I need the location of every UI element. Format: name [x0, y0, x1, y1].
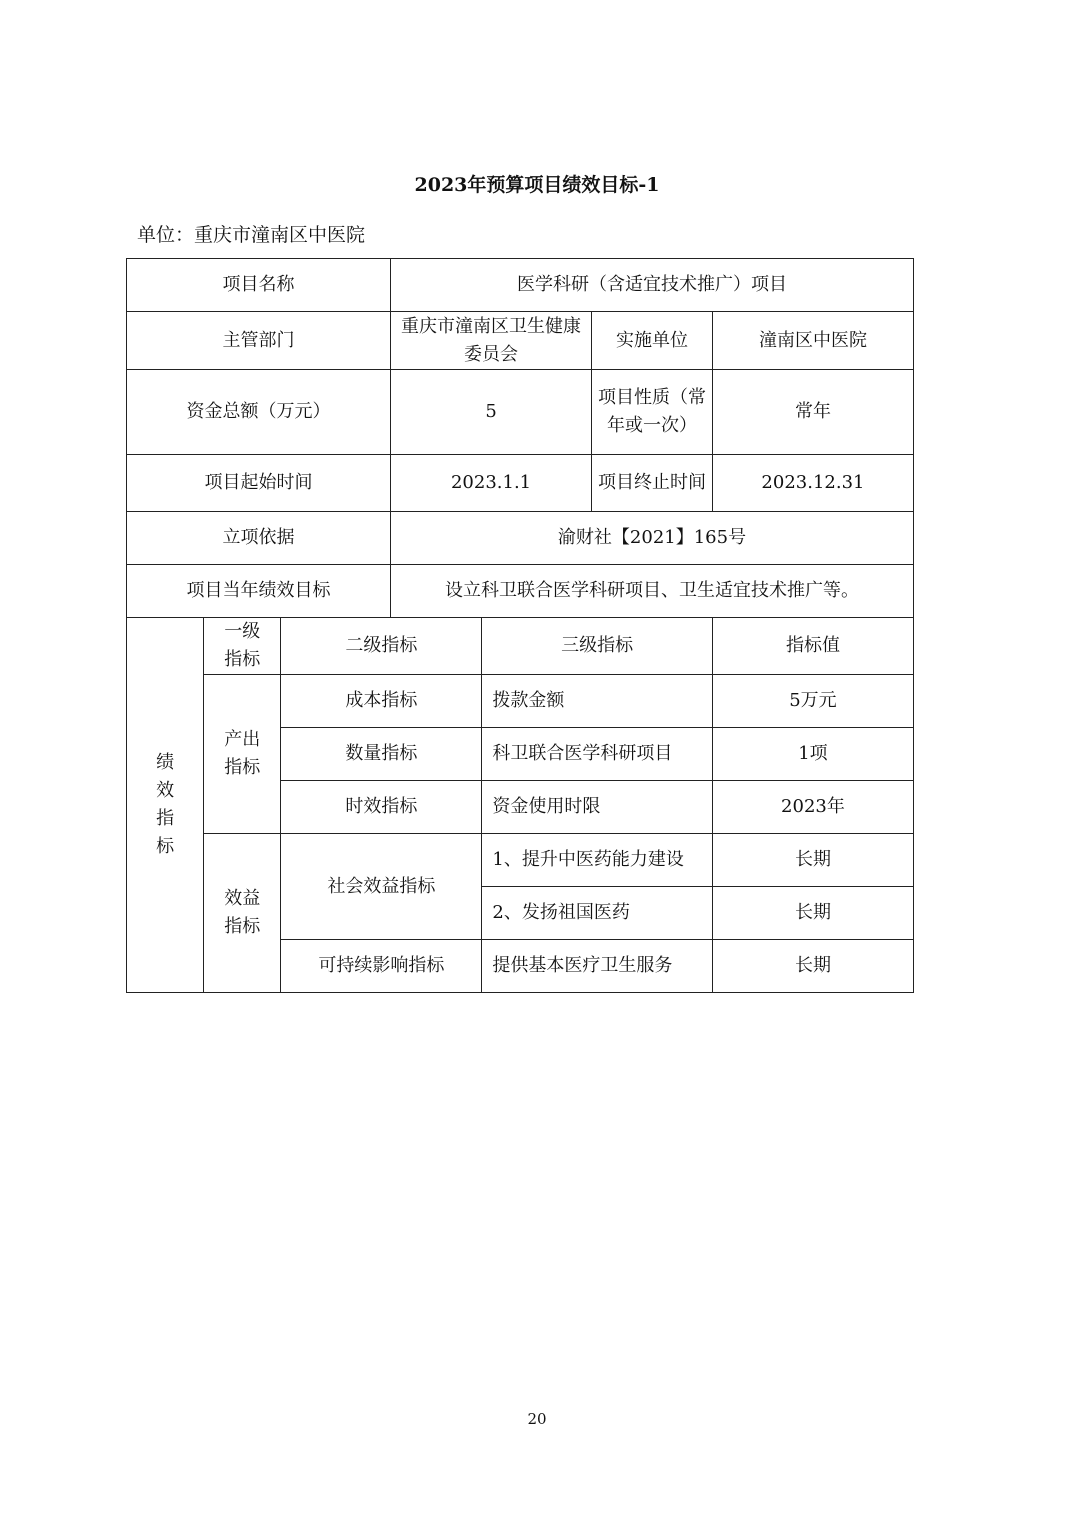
- level2-cell: 数量指标: [281, 728, 482, 781]
- level3-header: 三级指标: [482, 618, 713, 675]
- level3-cell: 资金使用时限: [482, 781, 713, 834]
- perf-label: 绩效指标: [127, 618, 204, 993]
- fund-value: 5: [391, 370, 592, 455]
- table-row: [127, 618, 914, 675]
- level3-cell: 拨款金额: [482, 675, 713, 728]
- benefit-label: 效益指标: [204, 834, 281, 993]
- basis-value: 渝财社【2021】165号: [391, 512, 914, 565]
- value-cell: 长期: [712, 834, 913, 887]
- level2-cell: 时效指标: [281, 781, 482, 834]
- dept-label: 主管部门: [127, 312, 391, 370]
- nature-label: 项目性质（常年或一次）: [592, 370, 713, 455]
- impl-label: 实施单位: [592, 312, 713, 370]
- end-label: 项目终止时间: [592, 455, 713, 512]
- start-label: 项目起始时间: [127, 455, 391, 512]
- performance-table: [126, 258, 914, 993]
- impl-value: 潼南区中医院: [712, 312, 913, 370]
- basis-label: 立项依据: [127, 512, 391, 565]
- table-row: [127, 370, 914, 455]
- level2-cell: 成本指标: [281, 675, 482, 728]
- goal-label: 项目当年绩效目标: [127, 565, 391, 618]
- level3-cell: 2、发扬祖国医药: [482, 887, 713, 940]
- end-value: 2023.12.31: [712, 455, 913, 512]
- value-cell: 长期: [712, 887, 913, 940]
- dept-value: 重庆市潼南区卫生健康委员会: [391, 312, 592, 370]
- goal-value: 设立科卫联合医学科研项目、卫生适宜技术推广等。: [391, 565, 914, 618]
- table-row: [127, 565, 914, 618]
- start-value: 2023.1.1: [391, 455, 592, 512]
- table-row: [127, 512, 914, 565]
- project-name-label: 项目名称: [127, 259, 391, 312]
- table-row: [127, 312, 914, 370]
- page-number: 20: [527, 1410, 547, 1428]
- level1-header: 一级指标: [204, 618, 281, 675]
- level2-cell: 可持续影响指标: [281, 940, 482, 993]
- value-cell: 5万元: [712, 675, 913, 728]
- value-cell: 长期: [712, 940, 913, 993]
- unit-line: 单位：重庆市潼南区中医院: [137, 224, 366, 246]
- output-label: 产出指标: [204, 675, 281, 834]
- level3-cell: 1、提升中医药能力建设: [482, 834, 713, 887]
- table-row: [127, 675, 914, 728]
- level2-header: 二级指标: [281, 618, 482, 675]
- table-row: [127, 834, 914, 887]
- table-row: [127, 455, 914, 512]
- nature-value: 常年: [712, 370, 913, 455]
- project-name-value: 医学科研（含适宜技术推广）项目: [391, 259, 914, 312]
- value-header: 指标值: [712, 618, 913, 675]
- value-cell: 2023年: [712, 781, 913, 834]
- document-title: 2023年预算项目绩效目标-1: [414, 174, 660, 196]
- value-cell: 1项: [712, 728, 913, 781]
- level2-cell: 社会效益指标: [281, 834, 482, 940]
- level3-cell: 科卫联合医学科研项目: [482, 728, 713, 781]
- level3-cell: 提供基本医疗卫生服务: [482, 940, 713, 993]
- fund-label: 资金总额（万元）: [127, 370, 391, 455]
- table-row: [127, 259, 914, 312]
